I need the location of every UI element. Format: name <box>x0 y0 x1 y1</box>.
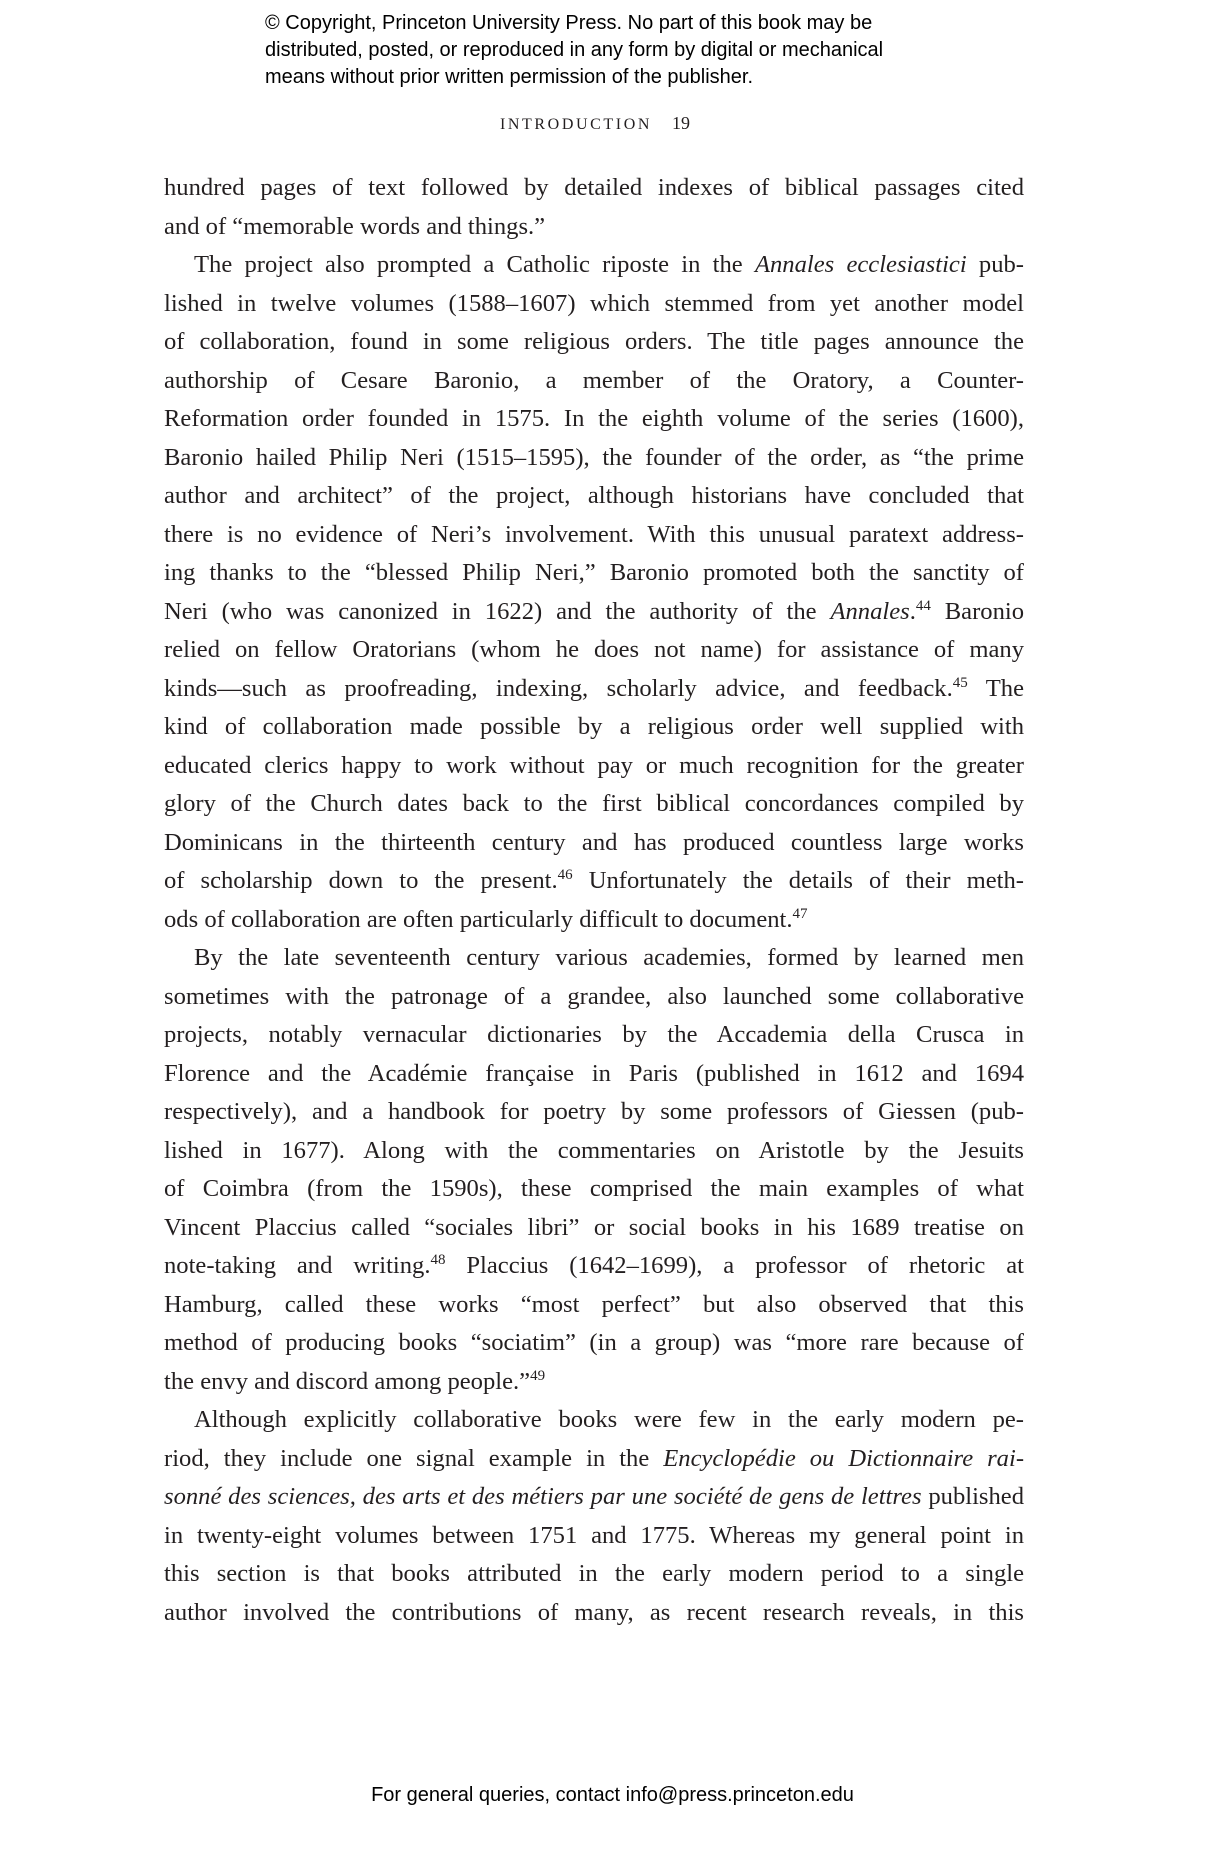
text-line <box>164 439 1024 478</box>
text-line <box>164 785 1024 824</box>
text-line <box>164 978 1024 1017</box>
text-line <box>164 901 1024 940</box>
italic-title: Annales ecclesiastici <box>754 251 967 278</box>
text-run: Florence and the Académie française in Paris (published in 1612 and 1694 <box>164 1059 1024 1087</box>
text-run: Vincent Placcius called “sociales libri” or social books in his 1689 treatise on <box>164 1213 1024 1241</box>
text-run: there is no evidence of Neri’s involvement. With this unusual paratext address- <box>164 520 1024 548</box>
text-run: author and architect” of the project, although historians have concluded that <box>164 482 1024 509</box>
text-line <box>164 246 1024 285</box>
text-run: projects, notably vernacular dictionaries by the Accademia della Crusca in <box>164 1021 1024 1048</box>
chapter-title: INTRODUCTION <box>499 116 653 133</box>
text-run: By the late seventeenth century various academies, formed by learned men <box>194 944 1024 971</box>
text-line <box>164 1093 1024 1132</box>
text-line <box>164 862 1024 901</box>
text-run: author involved the contributions of many, as recent research reveals, in this <box>164 1598 1024 1626</box>
text-run: Unfortunately the details of their meth- <box>572 867 1024 894</box>
text-run: authorship of Cesare Baronio, a member of the Oratory, a Counter- <box>164 366 1024 394</box>
text-run: Neri (who was canonized in 1622) and the authority of the <box>164 597 831 625</box>
text-line <box>164 554 1024 593</box>
text-line <box>164 285 1024 324</box>
text-run: respectively), and a handbook for poetry by some professors of Giessen (pub- <box>164 1098 1024 1125</box>
footnote-ref: 46 <box>557 867 573 883</box>
text-run: of Coimbra (from the 1590s), these comprised the main examples of what <box>164 1175 1024 1202</box>
text-line <box>164 1132 1024 1171</box>
text-run: Placcius (1642–1699), a professor of rhetoric at <box>445 1252 1024 1279</box>
text-line <box>164 747 1024 786</box>
text-line <box>164 1016 1024 1055</box>
text-run: published <box>921 1483 1024 1510</box>
footnote-ref: 49 <box>530 1367 546 1384</box>
text-run: glory of the Church dates back to the first biblical concordances compiled by <box>164 790 1024 817</box>
text-line <box>164 323 1024 362</box>
text-line <box>164 1055 1024 1094</box>
text-line <box>164 1170 1024 1209</box>
copyright-line: means without prior written permission of the publisher. <box>265 66 754 88</box>
text-run: Dominicans in the thirteenth century and has produced countless large works <box>164 828 1024 856</box>
text-run: kind of collaboration made possible by a religious order well supplied with <box>164 713 1024 740</box>
footnote-ref: 45 <box>952 674 968 691</box>
text-line <box>164 1517 1024 1556</box>
text-line <box>164 362 1024 401</box>
text-run: educated clerics happy to work without pay or much recognition for the greater <box>164 751 1024 779</box>
copyright-notice <box>265 10 883 91</box>
text-run: riod, they include one signal example in the <box>164 1444 664 1472</box>
text-line <box>164 593 1024 632</box>
footer-contact: For general queries, contact info@press.princeton.edu <box>371 1784 854 1806</box>
italic-title: Annales <box>830 597 910 625</box>
copyright-line: distributed, posted, or reproduced in any form by digital or mechanical <box>265 39 884 61</box>
italic-title: Encyclopédie ou Dictionnaire rai- <box>663 1444 1025 1472</box>
text-line <box>164 824 1024 863</box>
footnote-ref: 47 <box>792 905 808 922</box>
text-line <box>164 1478 1024 1517</box>
text-run: relied on fellow Oratorians (whom he does not name) for assistance of many <box>164 636 1024 663</box>
copyright-line: © Copyright, Princeton University Press. No part of this book may be <box>265 12 873 34</box>
italic-title: sonné des sciences, des arts et des métiers par une société de gens de lettres <box>164 1483 922 1510</box>
text-run: The <box>967 674 1024 702</box>
text-line <box>164 1324 1024 1363</box>
text-line <box>164 1209 1024 1248</box>
text-line <box>164 708 1024 747</box>
text-run: Reformation order founded in 1575. In the eighth volume of the series (1600), <box>164 405 1024 432</box>
text-line <box>164 516 1024 555</box>
page-number: 19 <box>672 113 691 133</box>
text-line <box>164 670 1024 709</box>
text-line <box>164 1555 1024 1594</box>
text-run: lished in twelve volumes (1588–1607) which stemmed from yet another model <box>164 289 1024 317</box>
text-run: hundred pages of text followed by detailed indexes of biblical passages cited <box>164 174 1024 201</box>
text-line <box>164 208 1024 247</box>
text-run: ods of collaboration are often particularly difficult to document. <box>164 905 793 933</box>
text-run: Baronio <box>930 597 1024 625</box>
text-run: Although explicitly collaborative books were few in the early modern pe- <box>194 1406 1024 1433</box>
text-line <box>164 1401 1024 1440</box>
running-head <box>0 113 1190 134</box>
text-run: in twenty-eight volumes between 1751 and 1775. Whereas my general point in <box>164 1521 1024 1549</box>
text-run: The project also prompted a Catholic riposte in the <box>194 251 755 278</box>
text-run: kinds—such as proofreading, indexing, scholarly advice, and feedback. <box>164 674 953 702</box>
text-run: and of “memorable words and things.” <box>164 212 546 240</box>
text-run: method of producing books “sociatim” (in a group) was “more rare because of <box>164 1329 1024 1356</box>
text-run: of scholarship down to the present. <box>164 867 558 894</box>
text-run: Baronio hailed Philip Neri (1515–1595), the founder of the order, as “the prime <box>164 443 1024 471</box>
body-text <box>164 169 1024 1632</box>
text-run: lished in 1677). Along with the commentaries on Aristotle by the Jesuits <box>164 1136 1024 1164</box>
text-run: of collaboration, found in some religious orders. The title pages announce the <box>164 328 1024 355</box>
text-line <box>164 1286 1024 1325</box>
text-line <box>164 1363 1024 1402</box>
text-line <box>164 1594 1024 1633</box>
footnote-ref: 48 <box>430 1252 446 1268</box>
text-line <box>164 1440 1024 1479</box>
text-line <box>164 631 1024 670</box>
text-run: ing thanks to the “blessed Philip Neri,” Baronio promoted both the sanctity of <box>164 559 1024 586</box>
text-run: note-taking and writing. <box>164 1252 431 1279</box>
text-line <box>164 477 1024 516</box>
text-run: . <box>909 597 916 625</box>
text-run: pub- <box>966 251 1024 278</box>
text-line <box>164 939 1024 978</box>
text-run: the envy and discord among people.” <box>164 1367 531 1395</box>
text-run: Hamburg, called these works “most perfect” but also observed that this <box>164 1290 1024 1318</box>
text-run: sometimes with the patronage of a grandee, also launched some collaborative <box>164 982 1024 1010</box>
footnote-ref: 44 <box>915 597 931 614</box>
text-run: this section is that books attributed in the early modern period to a single <box>164 1560 1024 1587</box>
text-line <box>164 1247 1024 1286</box>
text-line <box>164 169 1024 208</box>
text-line <box>164 400 1024 439</box>
